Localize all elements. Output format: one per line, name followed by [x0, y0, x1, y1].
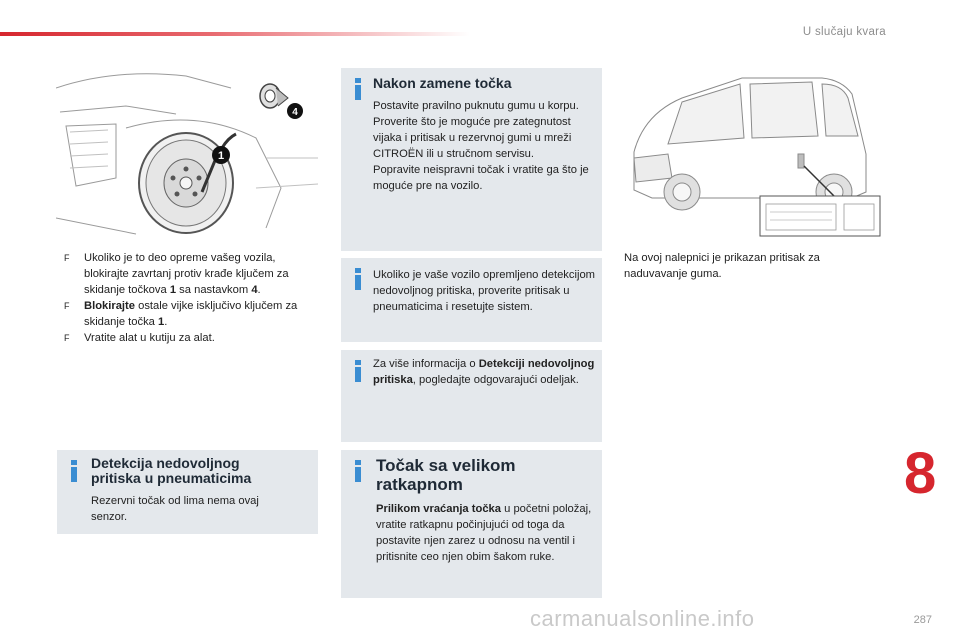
chapter-number: 8: [904, 441, 937, 506]
info-icon: [355, 78, 361, 100]
callout-1-label: 1: [217, 150, 225, 162]
info-icon: [355, 268, 361, 290]
list-item: [60, 330, 322, 346]
more-info-bold[interactable]: Detekciji nedovoljnog pritiska: [373, 358, 595, 386]
detection-left-box: [57, 450, 318, 534]
list-item: [60, 250, 322, 298]
hubcap-title-line2: ratkapnom: [376, 475, 463, 494]
callout-4-badge: [287, 103, 303, 119]
list-item: [60, 298, 322, 330]
hubcap-text: [376, 501, 598, 565]
after-change-para: Popravite neispravni točak i vratite ga što je moguće pre na vozilo.: [373, 164, 589, 192]
instruction-text: Vratite alat u kutiju za alat.: [84, 332, 215, 344]
detection-title-line1: Detekcija nedovoljnog: [91, 455, 240, 471]
detection-text: Rezervni točak od lima nema ovaj senzor.: [91, 495, 259, 523]
bullet-marker: F: [64, 253, 70, 263]
hubcap-title-line1: Točak sa velikom: [376, 456, 516, 475]
label-caption: Na ovoj nalepnici je prikazan pritisak za naduvavanje guma.: [624, 252, 820, 280]
after-change-para: Postavite pravilno puknutu gumu u korpu.: [373, 100, 579, 112]
callout-1-badge: [212, 146, 230, 164]
info-icon: [71, 460, 77, 482]
van-illustration: [622, 74, 884, 244]
callout-ref: 1: [169, 284, 177, 296]
info-icon: [355, 360, 361, 382]
callout-ref: 4: [251, 284, 258, 296]
bullet-marker: F: [64, 301, 70, 311]
watermark: carmanualsonline.info: [530, 606, 755, 631]
instruction-text: ostale vijke isključivo ključem za skidanje točka: [84, 300, 298, 328]
instruction-text: .: [257, 284, 261, 296]
left-instructions: [60, 250, 322, 346]
header-accent-bar: [0, 32, 470, 36]
page-number: 287: [913, 614, 932, 626]
instruction-bold: Blokirajte: [84, 300, 135, 312]
instruction-text: sa nastavkom: [176, 284, 252, 296]
more-info-box: [341, 350, 602, 442]
detection-title-line2: pritiska u pneumaticima: [91, 470, 252, 486]
wheel-illustration: [56, 68, 318, 240]
bullet-marker: F: [64, 333, 70, 343]
callout-ref: 1: [158, 316, 165, 328]
callout-4-label: 4: [292, 107, 298, 118]
more-info-text: [373, 356, 595, 388]
more-info-prefix: Za više informacija o: [373, 358, 479, 370]
pressure-detection-text: Ukoliko je vaše vozilo opremljeno detekcijom nedovoljnog pritiska, proverite pritisak u pneumaticima i resetujte sistem.: [373, 269, 595, 313]
section-title: U slučaju kvara: [802, 26, 886, 38]
info-icon: [355, 460, 361, 482]
hubcap-box: [341, 450, 602, 598]
after-change-para: Proverite što je moguće pre zategnutost vijaka i pritisak u rezervnoj gumi u mreži CITROËN ili u stručnom servisu.: [373, 116, 572, 160]
after-change-title: Nakon zamene točka: [373, 75, 512, 91]
more-info-suffix: , pogledajte odgovarajući odeljak.: [412, 374, 579, 386]
pressure-detection-box: [341, 258, 602, 342]
instruction-text: .: [164, 316, 168, 328]
hubcap-body: u početni položaj, vratite ratkapnu počinjujući od toga da postavite njen zarez u odnosu na ventil i pritisnite ceo njen obim šakom ruke.: [376, 503, 592, 563]
hubcap-bold: Prilikom vraćanja točka: [376, 503, 501, 515]
instruction-text: Ukoliko je to deo opreme vašeg vozila, blokirajte zavrtanj protiv krađe ključem za skidanje točkova: [84, 252, 289, 296]
after-change-box: [341, 68, 602, 251]
